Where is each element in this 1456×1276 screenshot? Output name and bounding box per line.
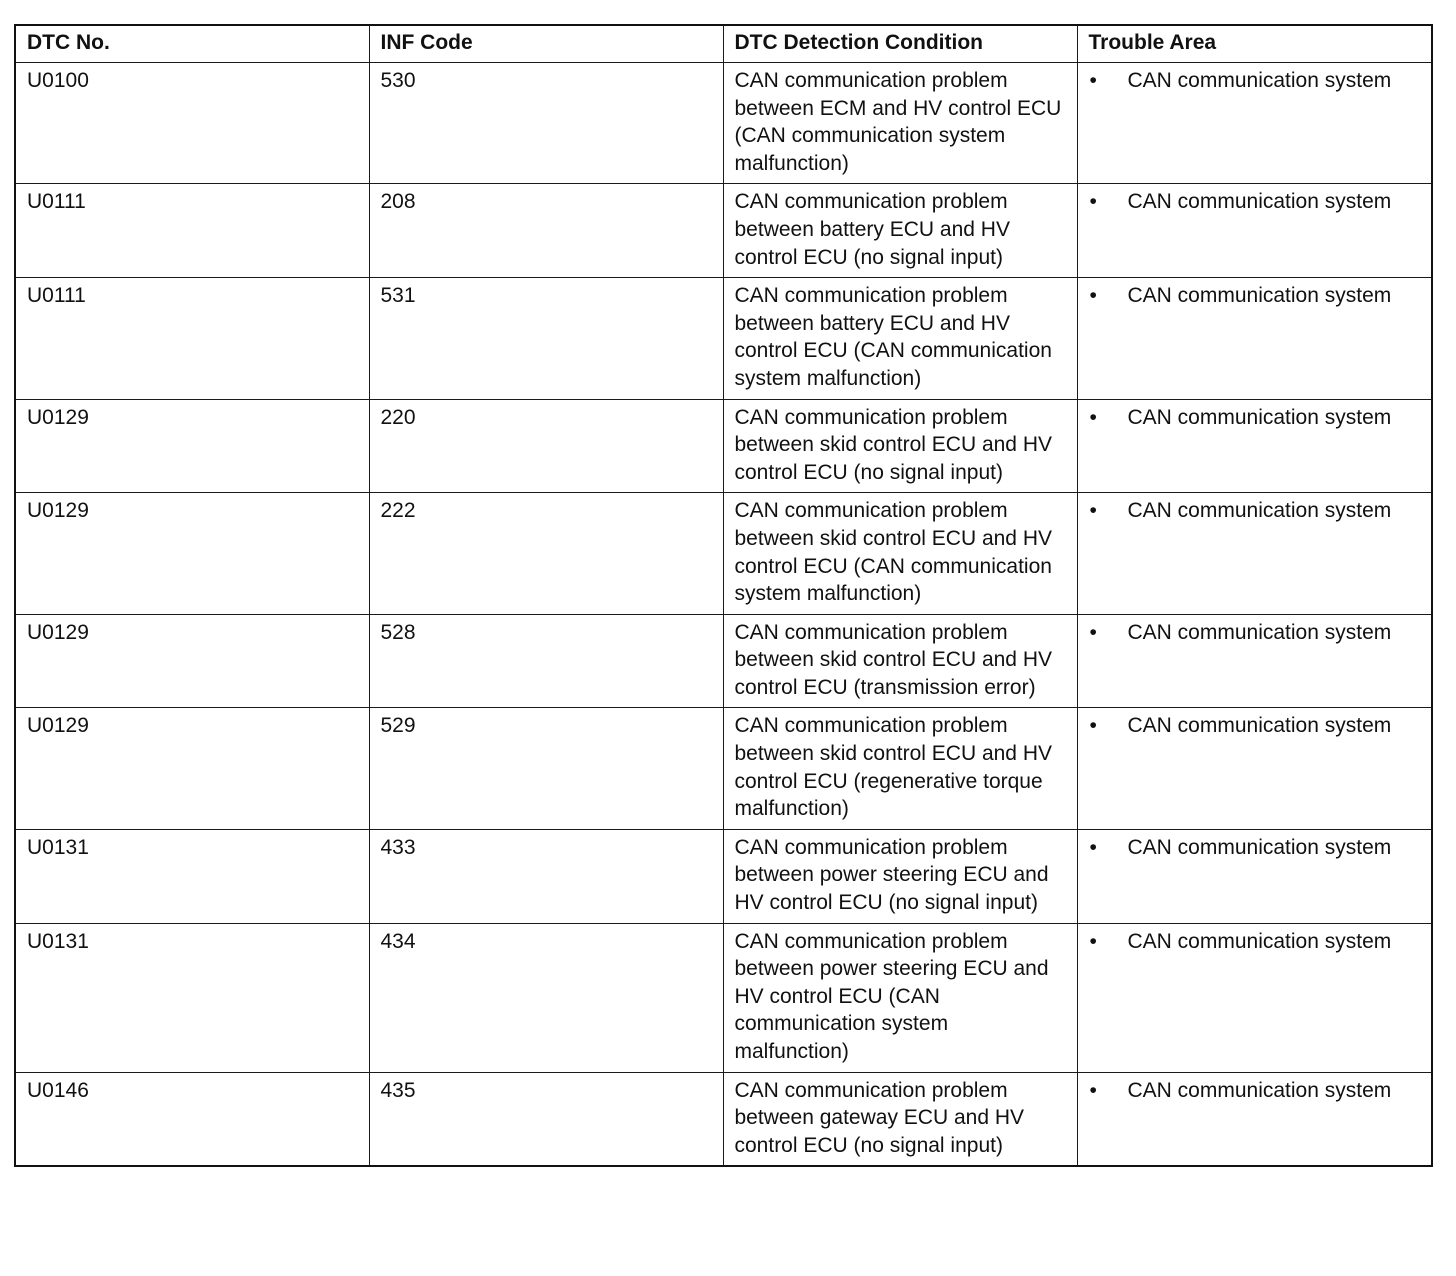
table-row xyxy=(15,708,1432,829)
cell-dtc-no: U0131 xyxy=(15,829,369,923)
header-trouble-area: Trouble Area xyxy=(1077,25,1432,63)
table-row xyxy=(15,399,1432,493)
cell-inf-code: 433 xyxy=(369,829,723,923)
cell-detection-condition: CAN communication problem between ECM and HV control ECU (CAN communication system malfunction) xyxy=(723,63,1077,184)
cell-detection-condition: CAN communication problem between skid control ECU and HV control ECU (regenerative torque malfunction) xyxy=(723,708,1077,829)
cell-trouble-area xyxy=(1077,708,1432,829)
table-body xyxy=(15,63,1432,1167)
table-row xyxy=(15,614,1432,708)
bullet-icon: • xyxy=(1089,405,1097,429)
cell-detection-condition: CAN communication problem between skid control ECU and HV control ECU (transmission error) xyxy=(723,614,1077,708)
cell-trouble-area xyxy=(1077,829,1432,923)
table-row xyxy=(15,278,1432,399)
cell-trouble-area xyxy=(1077,184,1432,278)
bullet-icon: • xyxy=(1089,620,1097,644)
cell-detection-condition: CAN communication problem between power steering ECU and HV control ECU (CAN communication system malfunction) xyxy=(723,923,1077,1072)
cell-detection-condition: CAN communication problem between skid control ECU and HV control ECU (CAN communication system malfunction) xyxy=(723,493,1077,614)
trouble-area-text: CAN communication system xyxy=(1127,69,1392,92)
cell-dtc-no: U0129 xyxy=(15,493,369,614)
cell-inf-code: 435 xyxy=(369,1072,723,1166)
bullet-icon: • xyxy=(1089,835,1097,859)
trouble-area-text: CAN communication system xyxy=(1127,929,1392,953)
trouble-area-text: CAN communication system xyxy=(1127,405,1392,429)
cell-detection-condition: CAN communication problem between battery ECU and HV control ECU (CAN communication system malfunction) xyxy=(723,278,1077,399)
cell-trouble-area xyxy=(1077,399,1432,493)
table-header-row xyxy=(15,25,1432,63)
cell-detection-condition: CAN communication problem between power steering ECU and HV control ECU (no signal input) xyxy=(723,829,1077,923)
cell-inf-code: 531 xyxy=(369,278,723,399)
cell-detection-condition: CAN communication problem between gateway ECU and HV control ECU (no signal input) xyxy=(723,1072,1077,1166)
table-row xyxy=(15,829,1432,923)
table-row xyxy=(15,493,1432,614)
bullet-icon: • xyxy=(1089,714,1097,738)
cell-trouble-area xyxy=(1077,493,1432,614)
cell-dtc-no: U0129 xyxy=(15,614,369,708)
cell-detection-condition: CAN communication problem between skid control ECU and HV control ECU (no signal input) xyxy=(723,399,1077,493)
cell-trouble-area xyxy=(1077,63,1432,184)
cell-inf-code: 530 xyxy=(369,63,723,184)
cell-trouble-area xyxy=(1077,1072,1432,1166)
header-detection-condition: DTC Detection Condition xyxy=(723,25,1077,63)
header-inf-code: INF Code xyxy=(369,25,723,63)
bullet-icon: • xyxy=(1089,190,1097,214)
bullet-icon: • xyxy=(1089,69,1097,92)
bullet-icon: • xyxy=(1089,1078,1097,1102)
dtc-table xyxy=(14,24,1433,1167)
trouble-area-text: CAN communication system xyxy=(1127,835,1392,859)
cell-trouble-area xyxy=(1077,923,1432,1072)
cell-trouble-area xyxy=(1077,278,1432,399)
cell-dtc-no: U0146 xyxy=(15,1072,369,1166)
trouble-area-text: CAN communication system xyxy=(1127,499,1392,523)
bullet-icon: • xyxy=(1089,284,1097,308)
cell-detection-condition: CAN communication problem between battery ECU and HV control ECU (no signal input) xyxy=(723,184,1077,278)
trouble-area-text: CAN communication system xyxy=(1127,620,1392,644)
cell-dtc-no: U0129 xyxy=(15,399,369,493)
cell-inf-code: 220 xyxy=(369,399,723,493)
cell-inf-code: 208 xyxy=(369,184,723,278)
cell-dtc-no: U0111 xyxy=(15,184,369,278)
table-row xyxy=(15,923,1432,1072)
bullet-icon: • xyxy=(1089,499,1097,523)
cell-inf-code: 222 xyxy=(369,493,723,614)
cell-dtc-no: U0100 xyxy=(15,63,369,184)
header-dtc-no: DTC No. xyxy=(15,25,369,63)
cell-inf-code: 529 xyxy=(369,708,723,829)
cell-inf-code: 528 xyxy=(369,614,723,708)
trouble-area-text: CAN communication system xyxy=(1127,1078,1392,1102)
trouble-area-text: CAN communication system xyxy=(1127,714,1392,738)
bullet-icon: • xyxy=(1089,929,1097,953)
table-row xyxy=(15,63,1432,184)
table-row xyxy=(15,184,1432,278)
cell-dtc-no: U0131 xyxy=(15,923,369,1072)
cell-inf-code: 434 xyxy=(369,923,723,1072)
trouble-area-text: CAN communication system xyxy=(1127,190,1392,214)
cell-dtc-no: U0129 xyxy=(15,708,369,829)
trouble-area-text: CAN communication system xyxy=(1127,284,1392,308)
table-row xyxy=(15,1072,1432,1166)
cell-trouble-area xyxy=(1077,614,1432,708)
cell-dtc-no: U0111 xyxy=(15,278,369,399)
